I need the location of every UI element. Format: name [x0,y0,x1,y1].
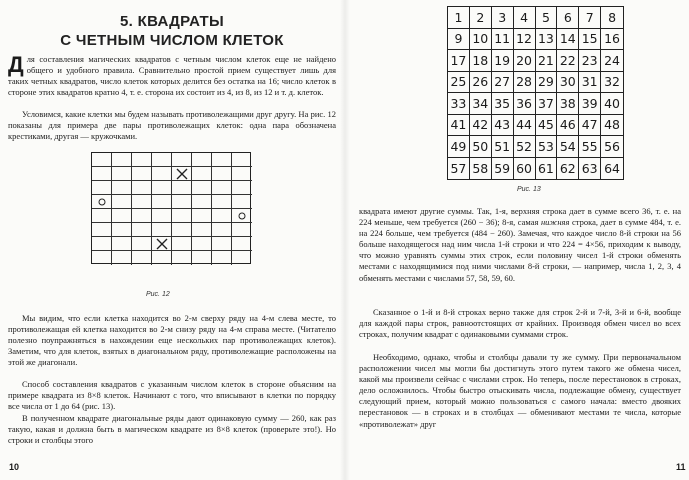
fig13-number-cell: 3 [492,7,514,29]
fig13-number-cell: 40 [601,93,623,115]
page-number-right: 11 [676,462,686,472]
fig13-number-cell: 22 [557,50,579,72]
fig13-number-cell: 20 [514,50,536,72]
fig12-cell [212,251,232,265]
fig12-cell [132,223,152,237]
fig13-number-cell: 30 [557,72,579,94]
fig13-number-cell: 10 [470,29,492,51]
fig12-cell [132,153,152,167]
fig13-number-cell: 35 [492,93,514,115]
fig13-number-cell: 29 [536,72,558,94]
fig13-number-cell: 51 [492,136,514,158]
fig13-number-cell: 48 [601,115,623,137]
fig13-number-cell: 62 [557,158,579,180]
fig13-number-cell: 11 [492,29,514,51]
fig13-number-cell: 12 [514,29,536,51]
fig12-cell [152,153,172,167]
fig12-cell [112,237,132,251]
fig12-cell [232,167,252,181]
fig12-cell [172,237,192,251]
left-page [0,0,344,480]
section-heading-line2: С ЧЕТНЫМ ЧИСЛОМ КЛЕТОК [60,32,284,49]
fig13-number-cell: 24 [601,50,623,72]
fig12-cell [172,195,192,209]
figure-12-caption: Рис. 12 [146,291,170,298]
fig13-number-cell: 61 [536,158,558,180]
fig13-number-cell: 8 [601,7,623,29]
fig12-cell [192,209,212,223]
fig13-number-cell: 43 [492,115,514,137]
fig12-cell [232,237,252,251]
cross-mark-icon [156,238,168,250]
fig13-number-cell: 53 [536,136,558,158]
fig13-number-cell: 17 [448,50,470,72]
figure-12-grid [91,152,251,264]
fig12-cell [92,251,112,265]
circle-mark-icon [98,198,105,205]
fig12-cell [112,223,132,237]
fig13-number-cell: 44 [514,115,536,137]
fig13-number-cell: 27 [492,72,514,94]
right-paragraph-1 [359,206,681,284]
fig13-number-cell: 47 [579,115,601,137]
fig12-cell [92,153,112,167]
fig13-number-cell: 45 [536,115,558,137]
fig13-number-cell: 9 [448,29,470,51]
section-heading-line1: 5. КВАДРАТЫ [120,13,224,30]
left-paragraph-2: Условимся, какие клетки мы будем называть противолежащими друг другу. На рис. 12 показаны для примера две пары противолежащих клеток: одна пара обозначена крестиками, другая — кружочками. [8,109,336,142]
fig13-number-cell: 21 [536,50,558,72]
fig13-number-cell: 34 [470,93,492,115]
fig13-number-cell: 16 [601,29,623,51]
fig13-number-cell: 49 [448,136,470,158]
fig13-number-cell: 25 [448,72,470,94]
fig12-cell [152,251,172,265]
fig12-cell [192,181,212,195]
fig13-number-cell: 14 [557,29,579,51]
fig12-cell [192,195,212,209]
right-paragraph-3: Необходимо, однако, чтобы и столбцы давали ту же сумму. При первоначальном расположении чисел мы могли бы достигнуть этого путем такого же обмена чисел, какой мы произвели сейчас с числами строк. Но теперь, после перестановок в строках, дело осложнилось. Чтобы быстро отыскивать числа, подлежащие обмену, существует следующий прием, который можно пользоваться с самого начала: вместо двояких перестановок — в строках и в столбцах — обменивают местами те числа, которые «противолежат» друг [359,352,681,429]
fig12-cell [112,153,132,167]
page-number-left: 10 [9,462,20,472]
fig12-cell [192,167,212,181]
left-paragraph-5: В полученном квадрате диагональные ряды дают одинаковую сумму — 260, как раз такую, какая и должна быть в магическом квадрате из 8×8 клеток (проверьте это!). Но строки и столбцы этого [8,413,336,446]
fig13-number-cell: 38 [557,93,579,115]
fig13-number-cell: 23 [579,50,601,72]
fig12-cell [92,195,112,209]
fig13-number-cell: 50 [470,136,492,158]
fig12-cell [112,181,132,195]
fig12-cell [112,209,132,223]
fig12-cell [152,181,172,195]
fig12-cell [92,223,112,237]
fig12-cell [192,251,212,265]
cross-mark-icon [176,168,188,180]
fig13-number-cell: 26 [470,72,492,94]
fig12-cell [152,209,172,223]
fig12-cell [132,167,152,181]
fig12-cell [172,181,192,195]
right-paragraph-1-part-a: квадрата имеют другие суммы. Так, 1-я, верхняя строка дает в сумме всего 36, т. е. на 224 меньше, чем требуется (260 − 36); 8-я, самая [359,206,681,228]
fig13-number-cell: 28 [514,72,536,94]
fig12-cell [132,237,152,251]
fig12-cell [192,153,212,167]
fig12-cell [212,209,232,223]
fig12-cell [92,237,112,251]
fig12-cell [92,181,112,195]
left-paragraph-3: Мы видим, что если клетка находится во 2-м сверху ряду на 4-м слева месте, то противолежащая ей клетка находится во 2-м снизу ряду на 4-м справа месте. (Читателю полезно поупражняться в нахождении еще нескольких пар противолежащих клеток). Заметим, что для клеток, взятых в диагональном ряду, противолежащие расположены на этой же диагонали. [8,313,336,368]
fig13-number-cell: 54 [557,136,579,158]
fig13-number-cell: 18 [470,50,492,72]
fig13-number-cell: 57 [448,158,470,180]
fig12-cell [112,251,132,265]
fig13-number-cell: 55 [579,136,601,158]
fig12-cell [212,223,232,237]
fig12-cell [212,237,232,251]
fig13-number-cell: 46 [557,115,579,137]
fig13-number-cell: 52 [514,136,536,158]
fig13-number-cell: 37 [536,93,558,115]
fig13-number-cell: 41 [448,115,470,137]
fig12-cell [132,195,152,209]
fig13-number-cell: 4 [514,7,536,29]
fig13-number-cell: 59 [492,158,514,180]
fig12-cell [232,181,252,195]
fig12-cell [152,237,172,251]
figure-13-caption: Рис. 13 [517,186,541,193]
fig12-cell [212,153,232,167]
right-paragraph-1-part-b: строка, дает в сумме 484, т. е. на 224 больше, чем требуется (484 − 260). Замечая, что каждое число 8-й строки на 56 больше находящегося над ним числа 1-й строки и что 224 = 4×56, приходим к выводу, что можно уравнять суммы этих строк, если половину чисел 1-й строки обменять местами с находящимися под ними числами 8-й строки, — например, числа 1, 2, 3, 4 обменять местами с числами 57, 58, 59, 60. [359,217,681,283]
fig12-cell [192,237,212,251]
fig13-number-cell: 7 [579,7,601,29]
fig12-cell [92,209,112,223]
drop-cap: Д [8,52,24,77]
fig12-cell [232,223,252,237]
fig12-cell [172,251,192,265]
fig13-number-cell: 42 [470,115,492,137]
fig13-number-cell: 6 [557,7,579,29]
fig13-number-cell: 19 [492,50,514,72]
fig13-number-cell: 63 [579,158,601,180]
fig12-cell [152,223,172,237]
fig12-cell [132,209,152,223]
fig13-number-cell: 56 [601,136,623,158]
left-paragraph-1 [8,54,336,98]
fig13-number-cell: 32 [601,72,623,94]
fig13-number-cell: 1 [448,7,470,29]
fig12-cell [232,153,252,167]
fig12-cell [152,167,172,181]
fig12-cell [152,195,172,209]
fig12-cell [112,195,132,209]
fig12-cell [212,167,232,181]
fig12-cell [172,209,192,223]
figure-13-number-grid [447,6,624,180]
fig13-number-cell: 2 [470,7,492,29]
right-paragraph-2: Сказанное о 1-й и 8-й строках верно также для строк 2-й и 7-й, 3-й и 6-й, вообще для каждой пары строк, равноотстоящих от крайних. Производя обмен чисел во всех строках, получим квадрат с одинаковыми суммами строк. [359,307,681,340]
fig13-number-cell: 60 [514,158,536,180]
fig13-number-cell: 64 [604,160,621,176]
left-paragraph-4: Способ составления квадратов с указанным числом клеток в стороне объясним на примере квадрата из 8×8 клеток. Начинают с того, что вписывают в клетки по порядку все числа от 1 до 64 (рис. 13). [8,379,336,412]
fig12-cell [232,195,252,209]
fig13-number-cell: 58 [470,158,492,180]
fig13-number-cell: 33 [448,93,470,115]
fig12-cell [92,167,112,181]
fig13-number-cell: 13 [536,29,558,51]
circle-mark-icon [239,212,246,219]
fig12-cell [172,167,192,181]
fig12-cell [232,209,252,223]
fig12-cell [212,181,232,195]
fig13-number-cell: 36 [514,93,536,115]
right-paragraph-1-emphasis: нижняя [540,217,570,228]
fig13-number-cell: 5 [536,7,558,29]
fig13-number-cell: 39 [579,93,601,115]
fig12-cell [212,195,232,209]
fig12-cell [132,181,152,195]
fig12-cell [192,223,212,237]
fig12-cell [132,251,152,265]
fig13-number-cell: 15 [579,29,601,51]
fig12-cell [172,223,192,237]
fig12-cell [112,167,132,181]
fig13-number-cell: 31 [579,72,601,94]
fig12-cell [232,251,252,265]
left-paragraph-1-text: ля составления магических квадратов с четным числом клеток еще не найдено общего и удобного правила. Сравнительно простой прием существует лишь для таких четных квадратов, число клеток которых делится без остатка на 16; число клеток в стороне этих квадратов кратно 4, т. е. сторона их состоит из 4, из 8, из 12 и т. д. клеток. [8,54,336,98]
fig12-cell [172,153,192,167]
